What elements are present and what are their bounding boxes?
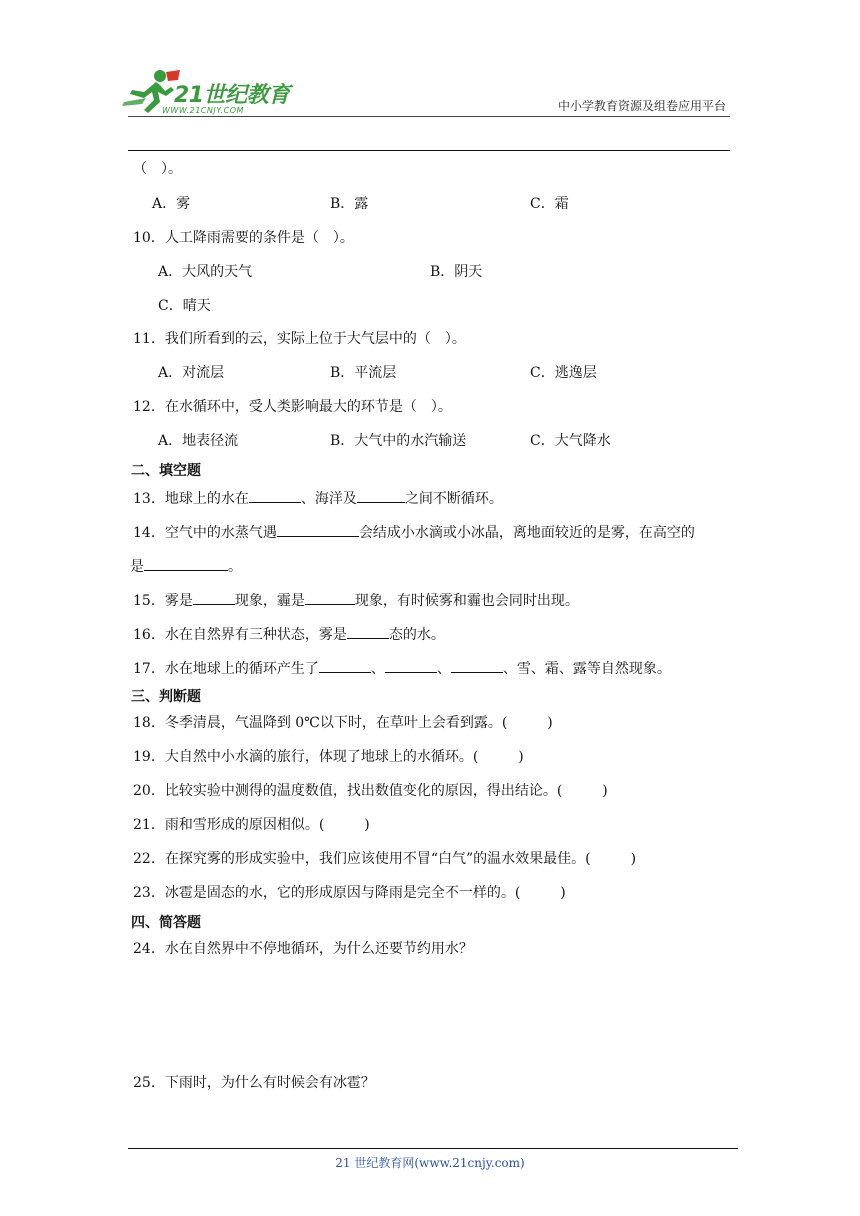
- q17-blank-1[interactable]: [319, 658, 371, 673]
- q14-part1: 14．空气中的水蒸气遇: [133, 525, 277, 541]
- judge-item: [133, 816, 370, 834]
- section-title-judge: 三、判断题: [131, 689, 201, 705]
- q17-sep1: 、: [370, 661, 385, 677]
- q17-part1: 17．水在地球上的循环产生了: [133, 661, 319, 677]
- judge-item: [133, 748, 524, 766]
- q10-option-a: A．大风的天气: [158, 264, 253, 280]
- q17-blank-3[interactable]: [451, 658, 503, 673]
- logo-title: 21世纪教育: [174, 83, 290, 108]
- judge-close-paren: ): [364, 817, 370, 833]
- q15-line: [133, 590, 579, 610]
- q15-part2: 现象，霾是: [234, 593, 305, 609]
- section-title-fill: 二、填空题: [131, 463, 201, 479]
- q13-line: [133, 488, 503, 508]
- q13-part3: 之间不断循环。: [404, 491, 503, 507]
- q14-part4: 。: [228, 559, 242, 575]
- q16-blank-1[interactable]: [347, 624, 389, 639]
- judge-item: [133, 714, 553, 732]
- judge-text: 20．比较实验中测得的温度数值，找出数值变化的原因，得出结论。(: [133, 783, 563, 799]
- q12-option-c: C．大气降水: [530, 433, 611, 449]
- q14-blank-1[interactable]: [277, 522, 359, 537]
- q14-part2: 会结成小水滴或小冰晶，离地面较近的是雾，在高空的: [358, 525, 695, 541]
- header-rule-thin: [128, 116, 730, 117]
- q14-line2: [130, 556, 242, 576]
- q11-option-b: B．平流层: [330, 365, 397, 381]
- q14-line1: [133, 522, 695, 542]
- section-title-short: 四、简答题: [131, 915, 201, 931]
- judge-close-paren: ): [602, 783, 608, 799]
- q16-line: [133, 624, 445, 644]
- judge-close-paren: ): [560, 885, 566, 901]
- judge-item: [133, 782, 608, 800]
- q10-option-c: C．晴天: [158, 298, 211, 314]
- q24-answer-area[interactable]: [133, 964, 729, 1064]
- logo-url: WWW.21CNJY.COM: [162, 106, 244, 115]
- judge-item: [133, 850, 636, 868]
- q9-option-a: A．雾: [152, 196, 191, 212]
- q11-text: 11．我们所看到的云，实际上位于大气层中的（ ）。: [133, 331, 466, 347]
- q17-sep2: 、: [436, 661, 451, 677]
- q9-option-b: B．露: [330, 196, 369, 212]
- q14-part3: 是: [130, 559, 144, 575]
- judge-text: 23．冰雹是固态的水，它的形成原因与降雨是完全不一样的。(: [133, 885, 521, 901]
- q15-part1: 15．雾是: [133, 593, 193, 609]
- q16-part1: 16．水在自然界有三种状态，雾是: [133, 627, 347, 643]
- q13-part1: 13．地球上的水在: [133, 491, 249, 507]
- q15-blank-1[interactable]: [193, 590, 235, 605]
- q13-part2: 、海洋及: [300, 491, 357, 507]
- q13-blank-2[interactable]: [357, 488, 405, 503]
- q9-tail: （ ）。: [133, 161, 182, 177]
- q17-blank-2[interactable]: [385, 658, 437, 673]
- judge-close-paren: ): [518, 749, 524, 765]
- q12-option-b: B．大气中的水汽输送: [330, 433, 467, 449]
- q11-option-c: C．逃逸层: [530, 365, 597, 381]
- q25-text: 25．下雨时，为什么有时候会有冰雹？: [133, 1075, 375, 1091]
- q15-part3: 现象，有时候雾和霾也会同时出现。: [354, 593, 579, 609]
- q10-text: 10．人工降雨需要的条件是（ ）。: [133, 230, 354, 246]
- header-platform-text: 中小学教育资源及组卷应用平台: [557, 99, 726, 113]
- q16-part2: 态的水。: [388, 627, 445, 643]
- q13-blank-1[interactable]: [249, 488, 301, 503]
- judge-text: 18．冬季清晨，气温降到 0℃以下时，在草叶上会看到露。(: [133, 715, 508, 731]
- q24-text: 24．水在自然界中不停地循环，为什么还要节约用水？: [133, 941, 473, 957]
- judge-item: [133, 884, 566, 902]
- q17-part2: 、雪、霜、露等自然现象。: [502, 661, 671, 677]
- judge-text: 22．在探究雾的形成实验中，我们应该使用不冒“白气”的温水效果最佳。(: [133, 851, 591, 867]
- q15-blank-2[interactable]: [305, 590, 355, 605]
- site-logo: [122, 68, 292, 120]
- judge-text: 19．大自然中小水滴的旅行，体现了地球上的水循环。(: [133, 749, 479, 765]
- footer-rule: [128, 1148, 738, 1149]
- judge-close-paren: ): [547, 715, 553, 731]
- q17-line: [133, 658, 671, 678]
- judge-text: 21．雨和雪形成的原因相似。(: [133, 817, 325, 833]
- footer-text: 21 世纪教育网(www.21cnjy.com): [335, 1156, 525, 1170]
- q9-option-c: C．霜: [530, 196, 569, 212]
- header-rule: [128, 150, 730, 151]
- q10-option-b: B．阴天: [430, 264, 483, 280]
- judge-close-paren: ): [630, 851, 637, 867]
- q12-text: 12．在水循环中，受人类影响最大的环节是（ ）。: [133, 399, 452, 415]
- q14-blank-2[interactable]: [144, 556, 228, 571]
- q11-option-a: A．对流层: [158, 365, 225, 381]
- q12-option-a: A．地表径流: [158, 433, 239, 449]
